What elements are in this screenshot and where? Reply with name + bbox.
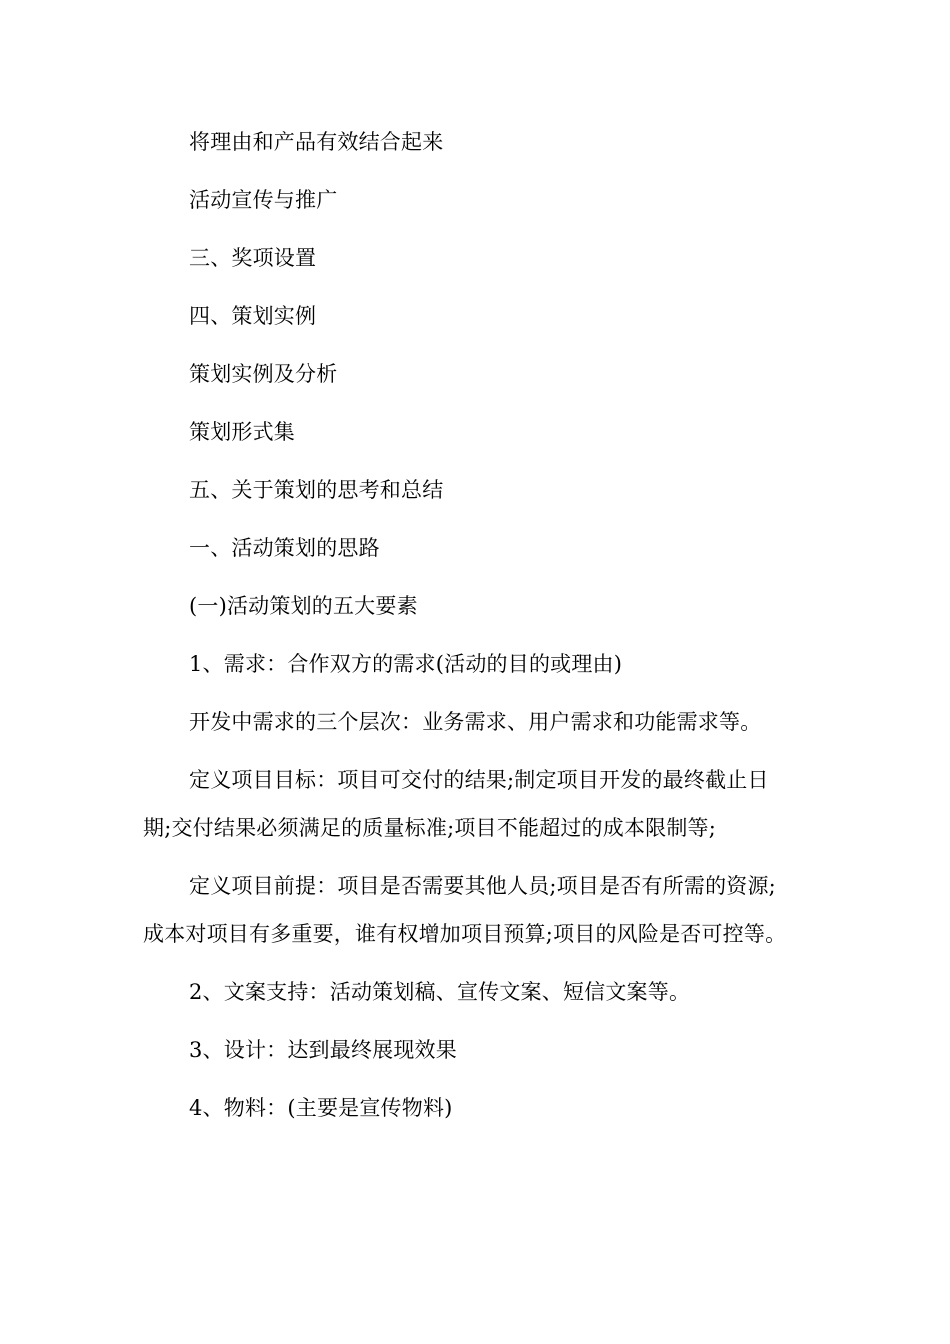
- paragraph-line: 开发中需求的三个层次：业务需求、用户需求和功能需求等。: [189, 710, 762, 734]
- subsection-heading: (一)活动策划的五大要素: [189, 594, 418, 618]
- list-item: 2、文案支持：活动策划稿、宣传文案、短信文案等。: [189, 980, 691, 1004]
- section-heading: 一、活动策划的思路: [189, 536, 380, 560]
- list-item: 4、物料：(主要是宣传物料): [189, 1096, 453, 1120]
- section-heading: 三、奖项设置: [189, 246, 317, 270]
- section-heading: 五、关于策划的思考和总结: [189, 478, 444, 502]
- paragraph-line: 期;交付结果必须满足的质量标准;项目不能超过的成本限制等;: [143, 816, 717, 840]
- list-item: 3、设计：达到最终展现效果: [189, 1038, 457, 1062]
- section-heading: 四、策划实例: [189, 304, 317, 328]
- text-line: 活动宣传与推广: [189, 188, 338, 212]
- list-item: 1、需求：合作双方的需求(活动的目的或理由): [189, 652, 623, 676]
- text-line: 将理由和产品有效结合起来: [189, 130, 444, 154]
- paragraph-line: 成本对项目有多重要，谁有权增加项目预算;项目的风险是否可控等。: [143, 922, 787, 946]
- text-line: 策划实例及分析: [189, 362, 338, 386]
- paragraph-line: 定义项目目标：项目可交付的结果;制定项目开发的最终截止日: [189, 768, 769, 792]
- paragraph-line: 定义项目前提：项目是否需要其他人员;项目是否有所需的资源;: [189, 874, 776, 898]
- text-line: 策划形式集: [189, 420, 295, 444]
